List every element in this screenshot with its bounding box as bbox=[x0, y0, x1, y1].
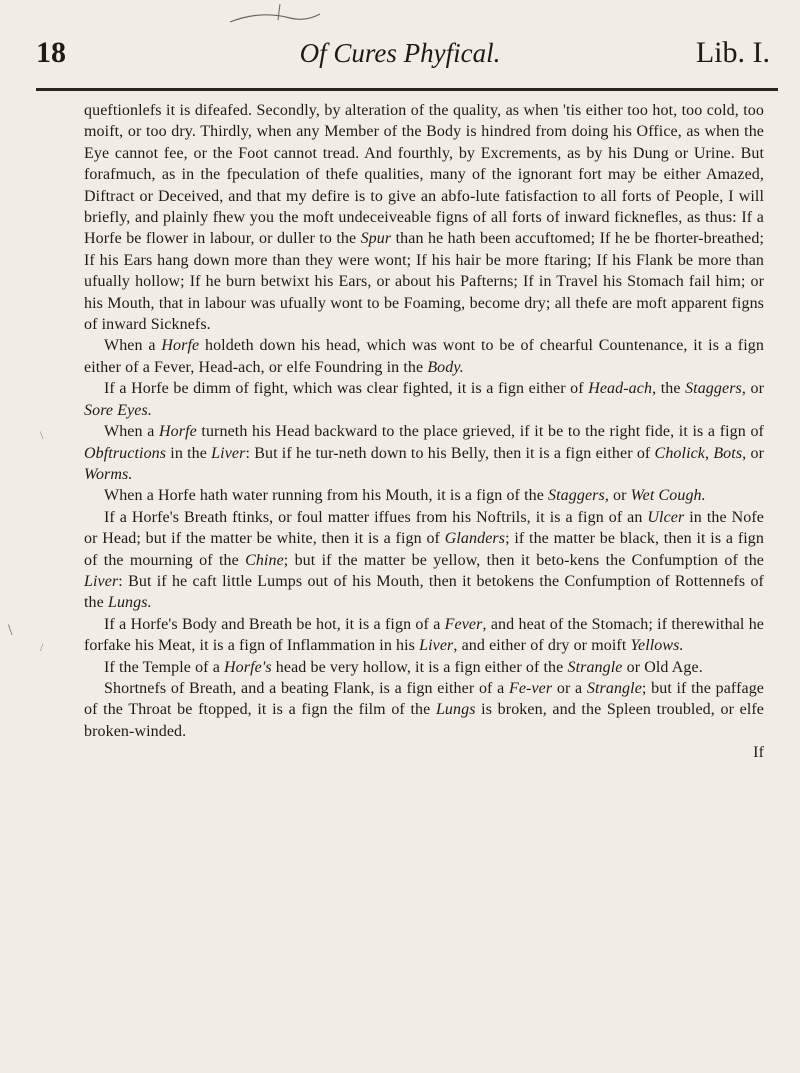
italic-term: Staggers bbox=[685, 380, 742, 398]
page-scuff-mark bbox=[210, 0, 330, 30]
body-text bbox=[84, 100, 764, 764]
italic-term: Glanders bbox=[444, 530, 506, 548]
text-run: , or bbox=[742, 444, 764, 462]
italic-term: Fe-ver bbox=[508, 679, 553, 697]
text-run: is broken, and the Spleen troubled, or elfe broken-winded. bbox=[84, 701, 765, 740]
italic-term: Body. bbox=[427, 358, 464, 376]
running-header bbox=[0, 36, 800, 86]
text-run: When a bbox=[104, 423, 159, 441]
italic-term: Ulcer bbox=[647, 508, 685, 526]
paragraph bbox=[84, 378, 764, 421]
italic-term: Staggers bbox=[548, 487, 605, 505]
text-run: : But if he tur-neth down to his Belly, then it is a fign either of bbox=[245, 444, 655, 462]
text-run: ; if the matter be black, then it is a fign of the mourning of the bbox=[84, 530, 764, 569]
italic-term: Spur bbox=[360, 230, 392, 248]
margin-mark: / bbox=[40, 640, 44, 654]
italic-term: Chine bbox=[245, 551, 284, 569]
italic-term: Liver bbox=[84, 572, 119, 590]
italic-term: Cholick bbox=[654, 444, 706, 462]
text-run: If the Temple of a bbox=[104, 658, 224, 676]
italic-term: Lungs. bbox=[107, 594, 152, 612]
catchword: If bbox=[753, 744, 764, 762]
text-run: turneth his Head backward to the place grieved, if it be to the right fide, it is a fign of bbox=[196, 423, 764, 441]
italic-term: Yellows. bbox=[630, 637, 684, 655]
italic-term: Liver bbox=[419, 637, 454, 655]
paragraph bbox=[84, 485, 764, 506]
header-rule bbox=[36, 88, 778, 91]
margin-mark: \ bbox=[40, 428, 44, 442]
text-run: When a bbox=[104, 337, 162, 355]
italic-term: Sore Eyes. bbox=[84, 401, 152, 419]
italic-term: Strangle bbox=[586, 679, 642, 697]
text-run: holdeth down his head, which was wont to be of chearful Countenance, it is a fign either of a Fever, Head-ach, or elfe Foundring in the bbox=[84, 337, 764, 376]
italic-term: Worms. bbox=[84, 465, 133, 483]
text-run: , the bbox=[652, 380, 686, 398]
paragraph bbox=[84, 421, 764, 485]
text-run: , and either of dry or moift bbox=[453, 637, 631, 655]
text-run: When a Horfe hath water running from his Mouth, it is a fign of the bbox=[104, 487, 549, 505]
italic-term: Liver bbox=[211, 444, 246, 462]
paragraph bbox=[84, 614, 764, 657]
text-run: in the Nofe or Head; but if the matter be white, then it is a fign of bbox=[84, 508, 764, 548]
text-run: queftionlefs it is difeafed. Secondly, by alteration of the quality, as when 'tis either too hot, too cold, too moift, or too dry. Thirdly, when any Member of the Body is hindred from doing his Office, as when the Eye cannot fee, or the Foot cannot tread. And fourthly, by Excrements, as by his Dung or Urine. But forafmuch, as in the fpeculation of thefe qualities, many of the ignorant fort may be either Amazed, Diftract or Deceived, and that my defire is to give an abfo-lute fatisfaction to all forts of People, I will briefly, and plainly fhew you the moft undeceiveable figns of all forts of inward ficknefles, as thus: If a Horfe be flower in labour, or duller to the bbox=[84, 102, 764, 248]
text-run: If a Horfe's Body and Breath be hot, it is a fign of a bbox=[104, 615, 445, 633]
italic-term: Obftructions bbox=[84, 444, 167, 462]
paragraph bbox=[84, 678, 764, 742]
italic-term: Horfe bbox=[161, 337, 200, 355]
text-run: ; but if the matter be yellow, then it beto-kens the Confumption of the bbox=[283, 551, 764, 569]
italic-term: Horfe bbox=[158, 423, 197, 441]
paragraph bbox=[84, 657, 764, 678]
italic-term: Strangle bbox=[567, 658, 623, 676]
italic-term: Fever bbox=[444, 615, 483, 633]
paragraph bbox=[84, 335, 764, 378]
italic-term: Head-ach bbox=[588, 380, 653, 398]
text-run: : But if he caft little Lumps out of his Mouth, then it betokens the Confumption of Rottennefs of the bbox=[84, 572, 764, 612]
text-run: , bbox=[705, 444, 714, 462]
text-run: , or bbox=[741, 380, 765, 398]
text-run: , or bbox=[604, 487, 631, 505]
italic-term: Wet Cough. bbox=[630, 487, 706, 505]
margin-mark: \ bbox=[8, 622, 13, 639]
page-number: 18 bbox=[36, 36, 66, 69]
text-run: or Old Age. bbox=[622, 658, 703, 676]
italic-term: Horfe's bbox=[224, 658, 272, 676]
italic-term: Lungs bbox=[435, 701, 476, 719]
text-run: in the bbox=[166, 444, 212, 462]
paragraph bbox=[84, 100, 764, 335]
text-run: , and heat of the Stomach; if therewithal he forfake his Meat, it is a fign of Inflammation in his bbox=[84, 615, 764, 655]
text-run: If a Horfe be dimm of fight, which was clear fighted, it is a fign either of bbox=[104, 380, 589, 398]
italic-term: Bots bbox=[713, 444, 743, 462]
book-number: Lib. I. bbox=[695, 36, 770, 69]
text-run: than he hath been accuftomed; If he be fhorter-breathed; If his Ears hang down more than they were wont; If his hair be more ftaring; If his Flank be more than ufually hollow; If he burn betwixt his Ears, or about his Pafterns; If in Travel his Stomach fail him; or his Mouth, that in labour was ufually wont to be Foaming, become dry; all thefe are moft apparent figns of inward Sicknefs. bbox=[84, 230, 764, 334]
running-title: Of Cures Phyfical. bbox=[299, 38, 501, 68]
text-run: ; but if the paffage of the Throat be ftopped, it is a fign the film of the bbox=[84, 679, 764, 719]
text-run: head be very hollow, it is a fign either of the bbox=[271, 658, 568, 676]
paragraph bbox=[84, 507, 764, 614]
text-run: or a bbox=[552, 679, 587, 697]
text-run: Shortnefs of Breath, and a beating Flank, is a fign either of a bbox=[104, 679, 509, 697]
text-run: If a Horfe's Breath ftinks, or foul matter iffues from his Noftrils, it is a fign of an bbox=[104, 508, 648, 526]
catchword-line bbox=[84, 742, 764, 763]
